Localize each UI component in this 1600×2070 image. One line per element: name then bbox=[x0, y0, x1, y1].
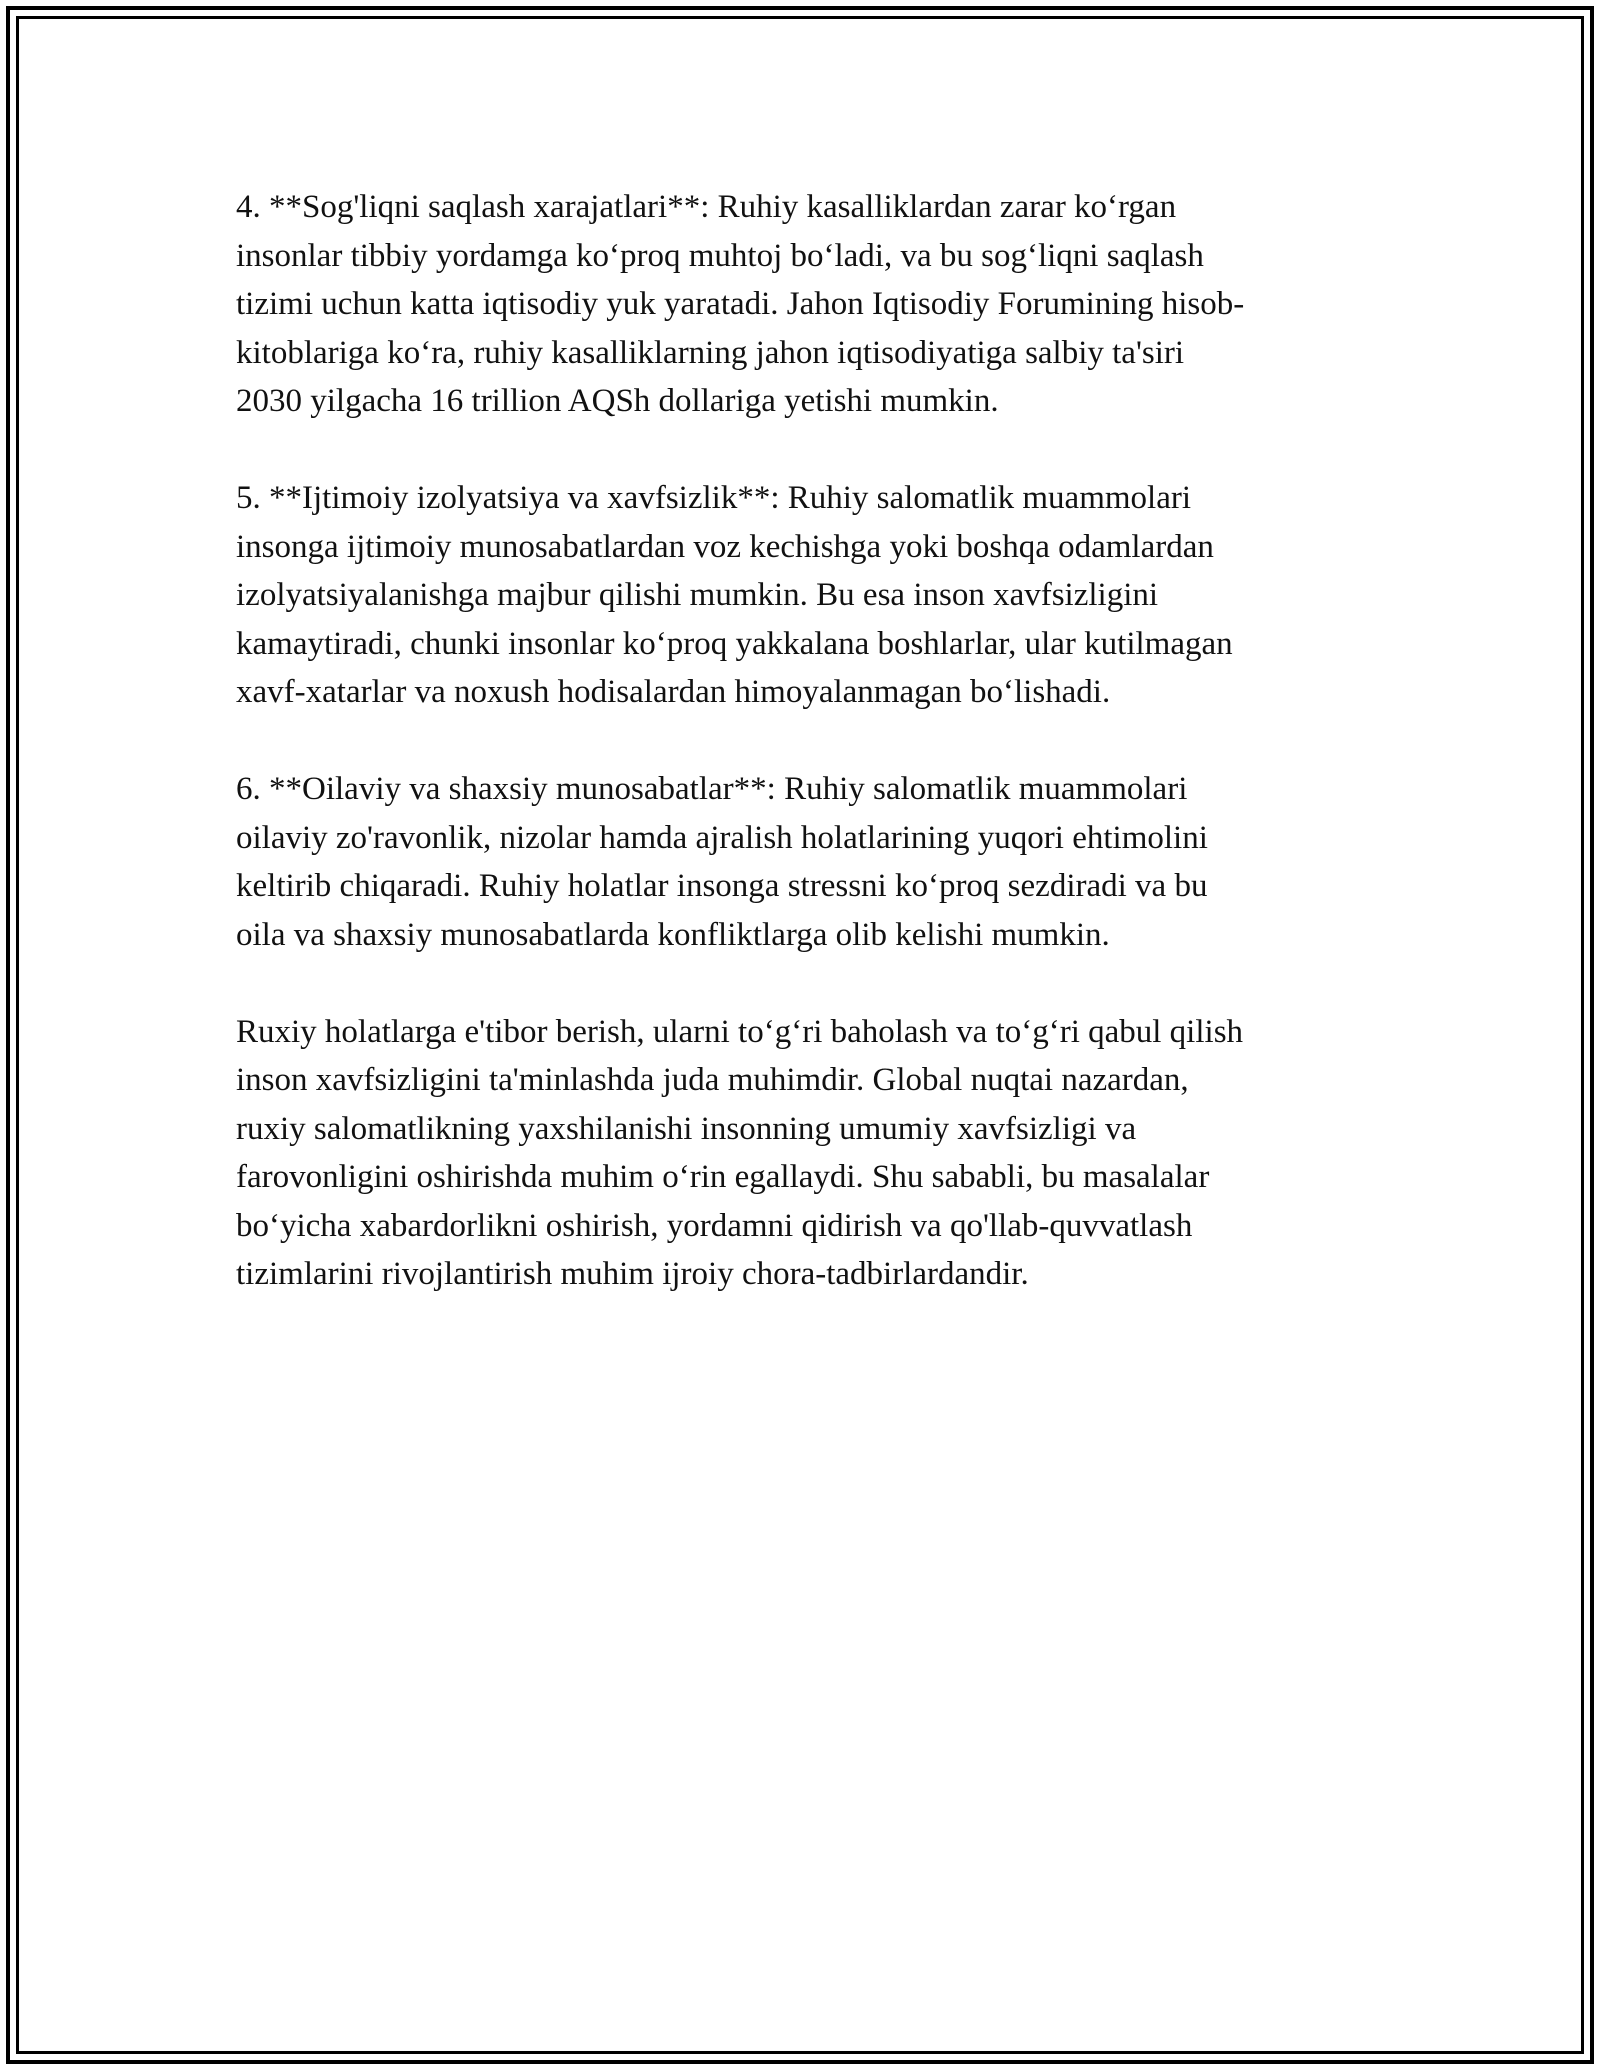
paragraph-family-relations: 6. **Oilaviy va shaxsiy munosabatlar**: Ruhiy salomatlik muammolari oilaviy zo'ravonlik, nizolar hamda ajralish holatlarining yuqori ehtimolini keltirib chiqaradi. Ruhiy holatlar insonga stressni ko‘proq sezdiradi va bu oila va shaxsiy munosabatlarda konfliktlarga olib kelishi mumkin. bbox=[236, 771, 1208, 953]
paragraph-healthcare-costs: 4. **Sog'liqni saqlash xarajatlari**: Ruhiy kasalliklardan zarar ko‘rgan insonlar tibbiy yordamga ko‘proq muhtoj bo‘ladi, va bu sog‘liqni saqlash tizimi uchun katta iqtisodiy yuk yaratadi. Jahon Iqtisodiy Forumining hisob- kitoblariga ko‘ra, ruhiy kasalliklarning jahon iqtisodiyatiga salbiy ta'siri 2030 yilgacha 16 trillion AQSh dollariga yetishi mumkin. bbox=[236, 189, 1245, 419]
paragraph-conclusion: Ruxiy holatlarga e'tibor berish, ularni to‘g‘ri baholash va to‘g‘ri qabul qilish inson xavfsizligini ta'minlashda juda muhimdir. Global nuqtai nazardan, ruxiy salomatlikning yaxshilanishi insonning umumiy xavfsizligi va farovonligini oshirishda muhim o‘rin egallaydi. Shu sababli, bu masalalar bo‘yicha xabardorlikni oshirish, yordamni qidirish va qo'llab-quvvatlash tizimlarini rivojlantirish muhim ijroiy chora-tadbirlardandir. bbox=[236, 1013, 1244, 1292]
paragraph-social-isolation: 5. **Ijtimoiy izolyatsiya va xavfsizlik**: Ruhiy salomatlik muammolari insonga ijtimoiy munosabatlardan voz kechishga yoki boshqa odamlardan izolyatsiyalanishga majbur qilishi mumkin. Bu esa inson xavfsizligini kamaytiradi, chunki insonlar ko‘proq yakkalana boshlarlar, ular kutilmagan xavf-xatarlar va noxush hodisalardan himoyalanmagan bo‘lishadi. bbox=[236, 480, 1233, 710]
document-body bbox=[236, 183, 1366, 1347]
